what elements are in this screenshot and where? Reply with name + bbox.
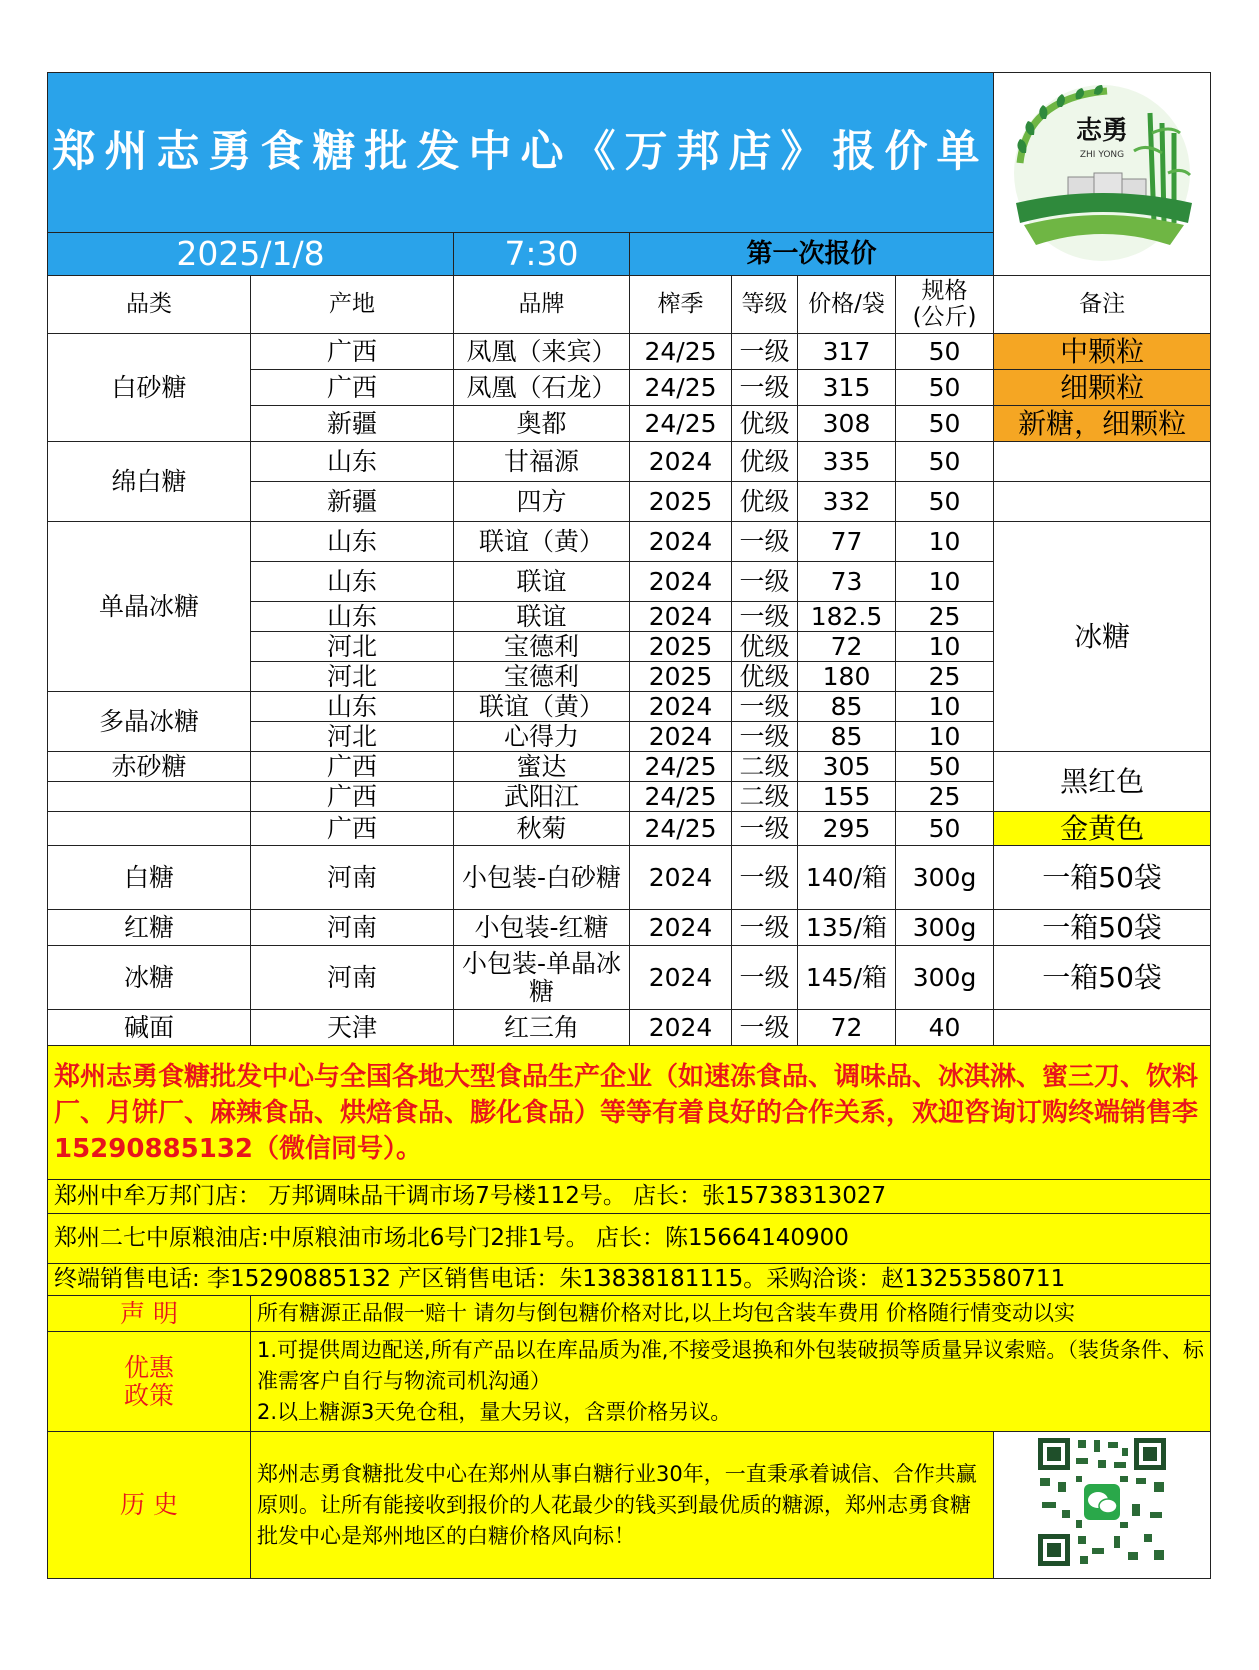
note-cell [994,1010,1211,1046]
quote-date: 2025/1/8 [48,233,454,276]
col-brand: 品牌 [454,276,630,334]
policy-label: 优惠 政策 [48,1332,251,1432]
table-row: 赤砂糖 广西 蜜达 24/25 二级 305 50 黑红色 [48,752,1211,782]
table-row: 单晶冰糖 山东 联谊（黄） 2024 一级 77 10 冰糖 [48,522,1211,562]
statement-label: 声 明 [48,1296,251,1332]
col-season: 榨季 [630,276,732,334]
table-row: 白砂糖 广西 凤凰（来宾） 24/25 一级 317 50 中颗粒 [48,334,1211,370]
brand-logo [994,73,1211,276]
category-cell: 碱面 [48,1010,251,1046]
logo-text: 志勇 [1076,116,1129,146]
column-header-row [48,276,1211,334]
table-row: 新疆 四方 2025 优级 332 50 [48,482,1211,522]
price-sheet [47,72,1210,1579]
table-row: 山东 联谊 2024 一级 73 10 [48,562,1211,602]
note-cell: 一箱50袋 [994,910,1211,946]
store-info-erqi: 郑州二七中原粮油店:中原粮油市场北6号门2排1号。 店长：陈15664140900 [48,1214,1211,1264]
rice-sugarcane-logo-icon [1002,73,1202,269]
category-cell: 单晶冰糖 [48,522,251,692]
note-cell [994,442,1211,482]
logo-pinyin: ZHI YONG [1079,150,1125,160]
price-table [47,72,1211,1579]
note-cell: 一箱50袋 [994,846,1211,910]
note-cell: 中颗粒 [994,334,1211,370]
table-row: 冰糖 河南 小包装-单晶冰糖 2024 一级 145/箱 300g 一箱50袋 [48,946,1211,1010]
quote-round: 第一次报价 [630,233,994,276]
history-label: 历 史 [48,1432,251,1579]
col-note: 备注 [994,276,1211,334]
table-row: 河北 宝德利 2025 优级 180 25 [48,662,1211,692]
col-origin: 产地 [251,276,454,334]
col-category: 品类 [48,276,251,334]
col-grade: 等级 [732,276,798,334]
table-row: 多晶冰糖 山东 联谊（黄） 2024 一级 85 10 [48,692,1211,722]
sales-phones: 终端销售电话: 李15290885132 产区销售电话：朱13838181115。采购洽谈：赵13253580711 [48,1264,1211,1296]
category-cell: 绵白糖 [48,442,251,522]
table-row: 广西 武阳江 24/25 二级 155 25 [48,782,1211,812]
statement-text: 所有糖源正品假一赔十 请勿与倒包糖价格对比,以上均包含装车费用 价格随行情变动以实 [251,1296,1211,1332]
note-cell: 新糖，细颗粒 [994,406,1211,442]
table-row: 白糖 河南 小包装-白砂糖 2024 一级 140/箱 300g 一箱50袋 [48,846,1211,910]
col-spec: 规格 (公斤) [896,276,994,334]
category-cell: 多晶冰糖 [48,692,251,752]
note-cell: 冰糖 [994,522,1211,752]
table-row: 碱面 天津 红三角 2024 一级 72 40 [48,1010,1211,1046]
note-cell: 一箱50袋 [994,946,1211,1010]
table-row: 红糖 河南 小包装-红糖 2024 一级 135/箱 300g 一箱50袋 [48,910,1211,946]
category-cell: 白糖 [48,846,251,910]
category-cell: 白砂糖 [48,334,251,442]
table-row: 广西 秋菊 24/25 一级 295 50 金黄色 [48,812,1211,846]
note-cell: 金黄色 [994,812,1211,846]
table-row: 河北 宝德利 2025 优级 72 10 [48,632,1211,662]
table-row: 绵白糖 山东 甘福源 2024 优级 335 50 [48,442,1211,482]
qr-code-icon [1032,1432,1172,1572]
category-cell: 冰糖 [48,946,251,1010]
note-cell: 黑红色 [994,752,1211,812]
note-cell [994,482,1211,522]
table-row: 河北 心得力 2024 一级 85 10 [48,722,1211,752]
policy-text: 1.可提供周边配送,所有产品以在库品质为准,不接受退换和外包装破损等质量异议索赔。（装货条件、标准需客户自行与物流司机沟通） 2.以上糖源3天免仓租，量大另议，含票价格另议。 [251,1332,1211,1432]
page-title: 郑州志勇食糖批发中心《万邦店》报价单 [48,73,994,233]
col-price: 价格/袋 [798,276,896,334]
store-info-zhongmou: 郑州中牟万邦门店： 万邦调味品干调市场7号楼112号。 店长：张15738313027 [48,1180,1211,1214]
table-row: 山东 联谊 2024 一级 182.5 25 [48,602,1211,632]
note-cell: 细颗粒 [994,370,1211,406]
wechat-qr-code [994,1432,1211,1579]
category-cell: 赤砂糖 [48,752,251,782]
category-cell: 红糖 [48,910,251,946]
history-text: 郑州志勇食糖批发中心在郑州从事白糖行业30年，一直秉承着诚信、合作共赢原则。让所有能接收到报价的人花最少的钱买到最优质的糖源，郑州志勇食糖批发中心是郑州地区的白糖价格风向标！ [251,1432,994,1579]
intro-text: 郑州志勇食糖批发中心与全国各地大型食品生产企业（如速冻食品、调味品、冰淇淋、蜜三刀、饮料厂、月饼厂、麻辣食品、烘焙食品、膨化食品）等等有着良好的合作关系，欢迎咨询订购终端销售李 15290885132（微信同号）。 [48,1046,1211,1180]
quote-time: 7:30 [454,233,630,276]
table-row: 新疆 奥都 24/25 优级 308 50 新糖，细颗粒 [48,406,1211,442]
table-row: 广西 凤凰（石龙） 24/25 一级 315 50 细颗粒 [48,370,1211,406]
